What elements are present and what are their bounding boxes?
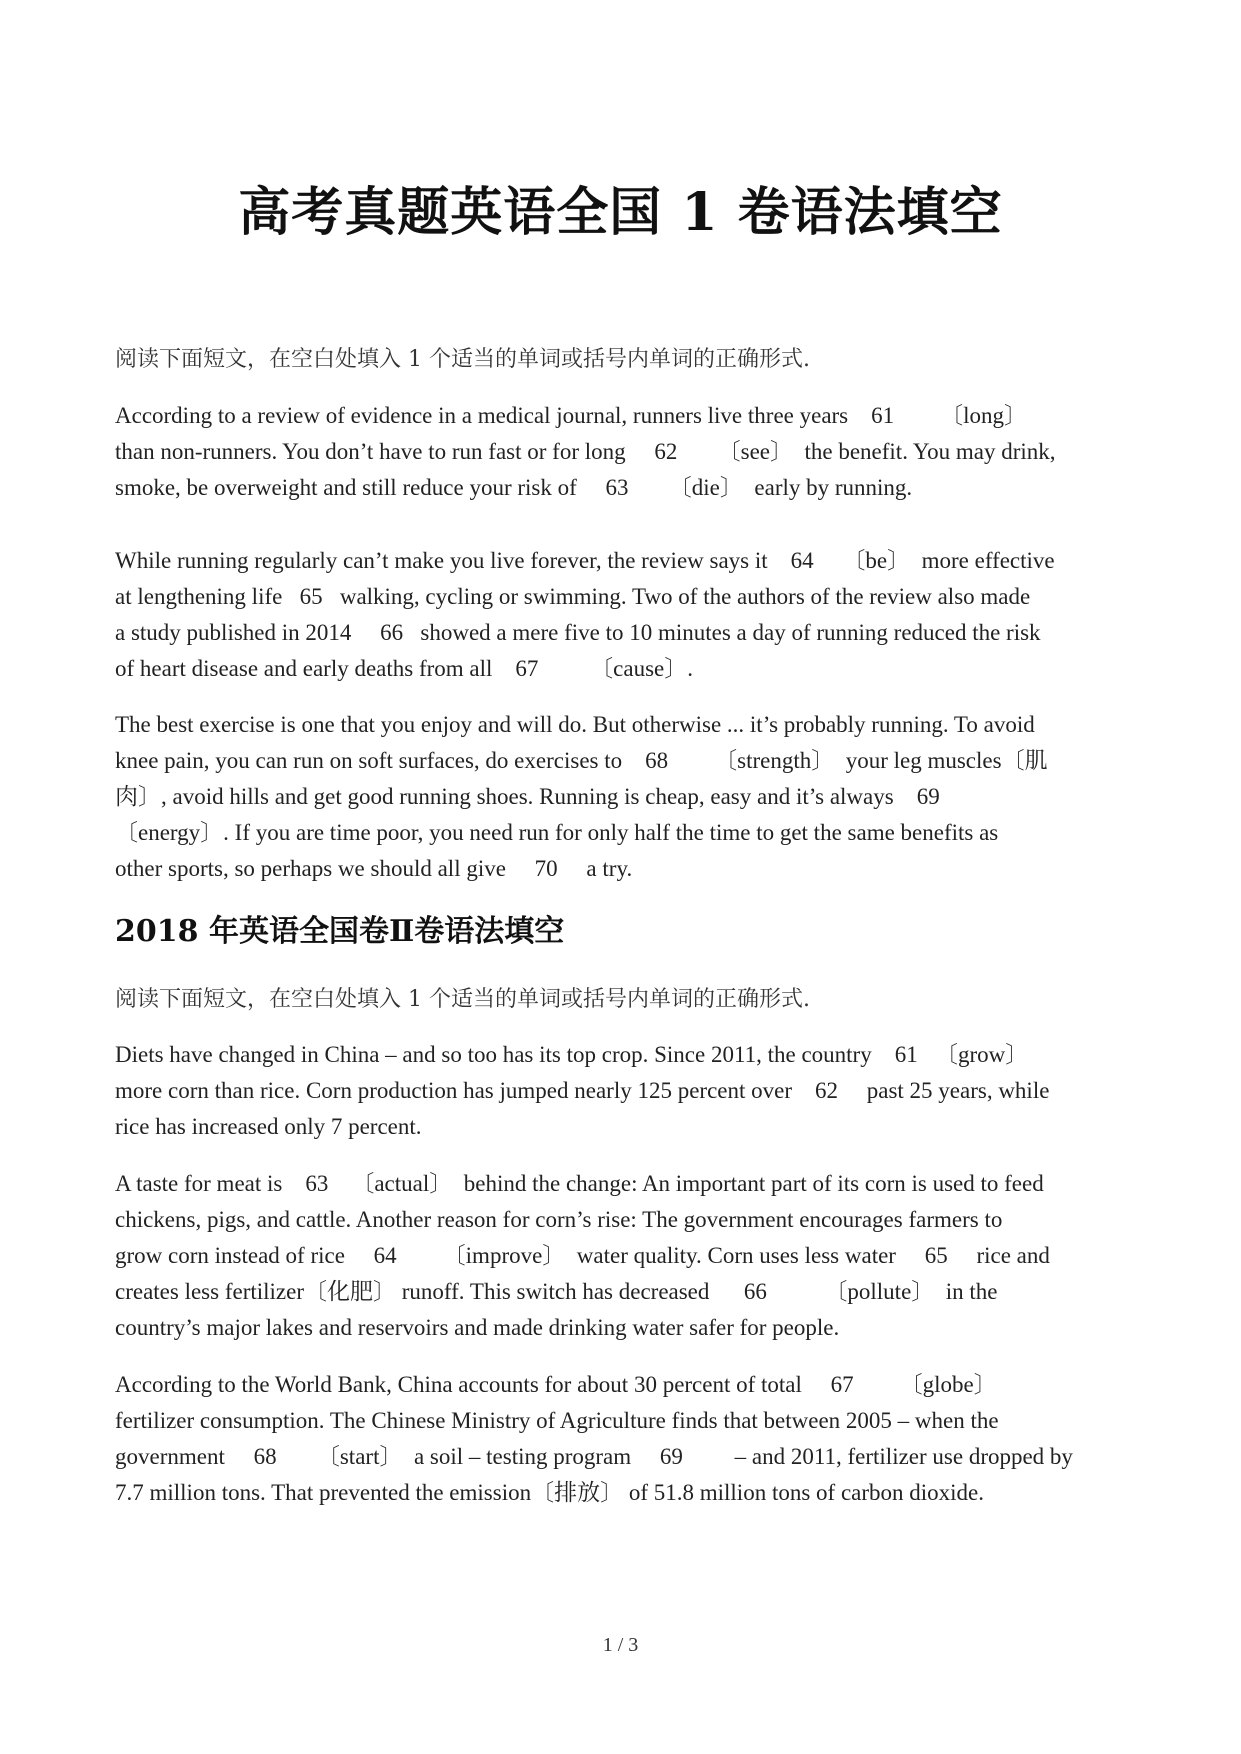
paragraph-line: According to a review of evidence in a medical journal, runners live three years 61 〔long〕	[115, 403, 1028, 428]
paragraph-line: The best exercise is one that you enjoy and will do. But otherwise ... it’s probably running. To avoid	[115, 712, 1035, 737]
paragraph-line: While running regularly can’t make you live forever, the review says it 64 〔be〕 more effective	[115, 548, 1055, 573]
section1-paragraph-2	[115, 543, 1135, 687]
paragraph-line: than non-runners. You don’t have to run fast or for long 62 〔see〕 the benefit. You may drink,	[115, 439, 1056, 464]
paragraph-line: Diets have changed in China – and so too has its top crop. Since 2011, the country 61 〔grow〕	[115, 1042, 1029, 1067]
section2-heading: 2018 年英语全国卷Ⅱ卷语法填空	[115, 914, 565, 949]
paragraph-line: 肉〕, avoid hills and get good running shoes. Running is cheap, easy and it’s always 69	[115, 784, 940, 809]
section2-paragraph-3	[115, 1367, 1135, 1511]
paragraph-line: a study published in 2014 66 showed a mere five to 10 minutes a day of running reduced the risk	[115, 620, 1041, 645]
paragraph-line: chickens, pigs, and cattle. Another reason for corn’s rise: The government encourages farmers to	[115, 1207, 1003, 1232]
paragraph-line: of heart disease and early deaths from all 67 〔cause〕.	[115, 656, 693, 681]
paragraph-line: smoke, be overweight and still reduce your risk of 63 〔die〕 early by running.	[115, 475, 913, 500]
section1-paragraph-3	[115, 707, 1135, 887]
paragraph-line: more corn than rice. Corn production has jumped nearly 125 percent over 62 past 25 years, while	[115, 1078, 1050, 1103]
paragraph-line: rice has increased only 7 percent.	[115, 1114, 422, 1139]
paragraph-line: knee pain, you can run on soft surfaces, do exercises to 68 〔strength〕 your leg muscles〔肌	[115, 748, 1048, 773]
paragraph-line: creates less fertilizer〔化肥〕 runoff. This switch has decreased 66 〔pollute〕 in the	[115, 1279, 998, 1304]
paragraph-line: government 68 〔start〕 a soil – testing program 69 – and 2011, fertilizer use dropped by	[115, 1444, 1073, 1469]
paragraph-line: grow corn instead of rice 64 〔improve〕 water quality. Corn uses less water 65 rice and	[115, 1243, 1050, 1268]
paragraph-line: country’s major lakes and reservoirs and made drinking water safer for people.	[115, 1315, 840, 1340]
section1-instruction: 阅读下面短文，在空白处填入 1 个适当的单词或括号内单词的正确形式.	[115, 347, 810, 372]
section1-paragraph-1	[115, 398, 1135, 506]
section2-paragraph-1	[115, 1037, 1135, 1145]
paragraph-line: fertilizer consumption. The Chinese Ministry of Agriculture finds that between 2005 – when the	[115, 1408, 999, 1433]
paragraph-line: 7.7 million tons. That prevented the emission〔排放〕 of 51.8 million tons of carbon dioxide.	[115, 1480, 985, 1505]
section2-paragraph-2	[115, 1166, 1135, 1346]
section2-instruction: 阅读下面短文，在空白处填入 1 个适当的单词或括号内单词的正确形式.	[115, 987, 810, 1012]
paragraph-line: 〔energy〕. If you are time poor, you need run for only half the time to get the same benefits as	[115, 820, 999, 845]
paragraph-line: at lengthening life 65 walking, cycling or swimming. Two of the authors of the review also made	[115, 584, 1031, 609]
paragraph-line: According to the World Bank, China accounts for about 30 percent of total 67 〔globe〕	[115, 1372, 997, 1397]
paragraph-line: A taste for meat is 63 〔actual〕 behind the change: An important part of its corn is used to feed	[115, 1171, 1044, 1196]
page-title: 高考真题英语全国 1 卷语法填空	[238, 182, 1003, 243]
paragraph-line: other sports, so perhaps we should all give 70 a try.	[115, 856, 633, 881]
page-number: 1 / 3	[602, 1634, 639, 1656]
